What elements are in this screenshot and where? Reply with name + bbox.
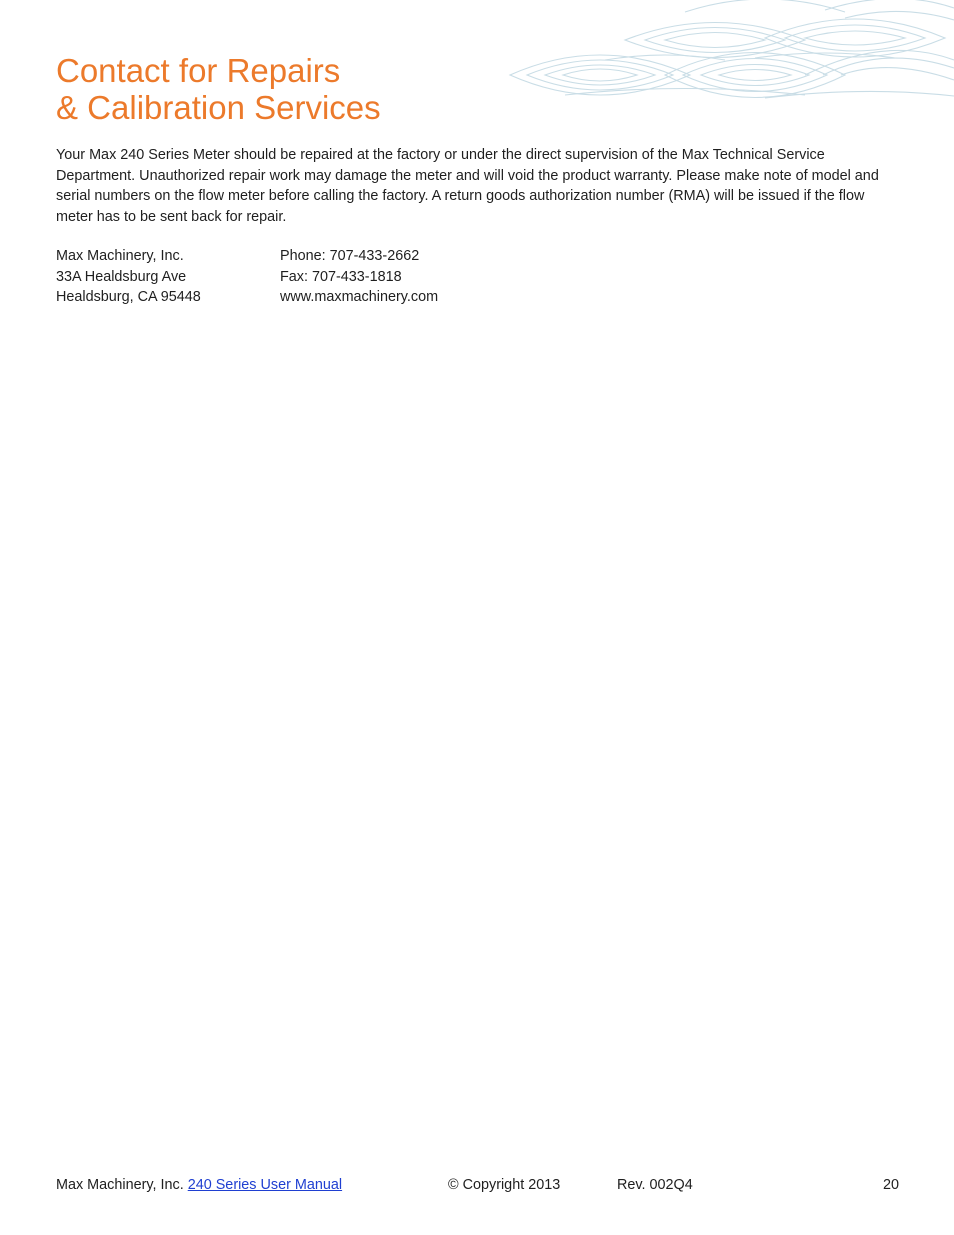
contact-details-block [280, 246, 438, 308]
page-title-line-1: Contact for Repairs [56, 52, 341, 89]
page-title-line-2: & Calibration Services [56, 89, 381, 126]
city-state-zip: Healdsburg, CA 95448 [56, 289, 201, 305]
footer-revision: Rev. 002Q4 [617, 1177, 693, 1193]
company-name: Max Machinery, Inc. [56, 248, 184, 264]
page-title [56, 52, 381, 126]
phone-number: Phone: 707-433-2662 [280, 248, 420, 264]
website-address: www.maxmachinery.com [280, 289, 439, 305]
footer-copyright: © Copyright 2013 [448, 1177, 561, 1193]
fax-number: Fax: 707-433-1818 [280, 268, 402, 285]
page-number: 20 [882, 1177, 899, 1193]
manual-link[interactable]: 240 Series User Manual [187, 1177, 343, 1193]
street-address: 33A Healdsburg Ave [56, 268, 187, 285]
footer-company-name: Max Machinery, Inc. [56, 1177, 184, 1193]
wave-pattern-decoration [505, 0, 954, 105]
address-block [56, 246, 201, 308]
footer-company [56, 1175, 342, 1195]
intro-paragraph: Your Max 240 Series Meter should be repaired at the factory or under the direct supervision of the Max Technical Service Department. Unauthorized repair work may damage the meter and will void the product warranty. Please make note of model and serial numbers on the flow meter before calling the factory. A return goods authorization number (RMA) will be issued if the flow meter has to be sent back for repair. [56, 147, 879, 225]
